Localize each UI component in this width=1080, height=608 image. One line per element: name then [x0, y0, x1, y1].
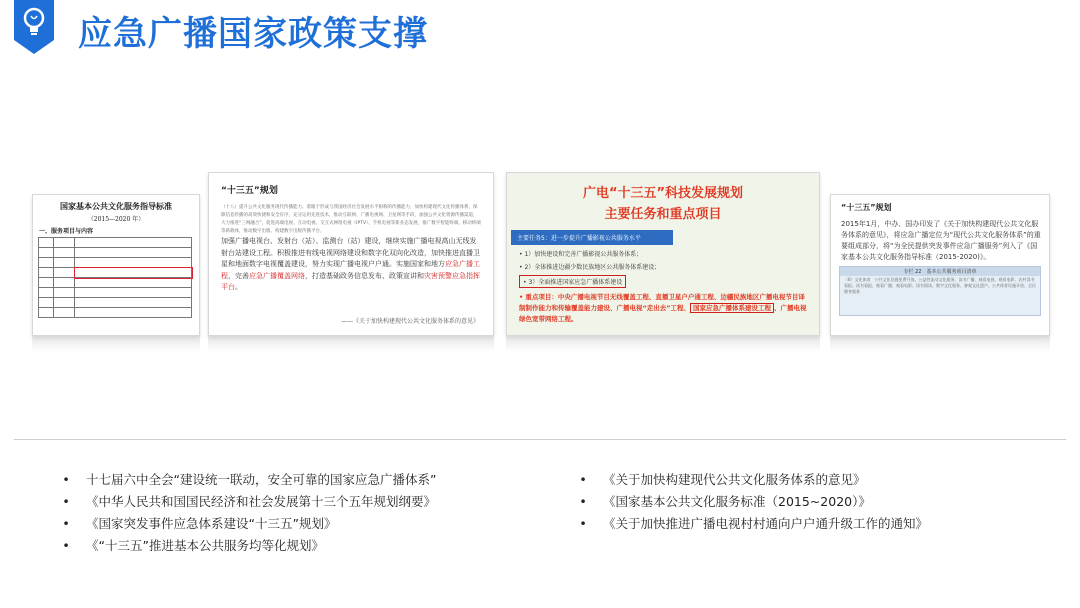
policy-list-left [62, 469, 436, 557]
reflection [506, 336, 820, 352]
doc2-text-1: 加强广播电视台、发射台（站）、监测台（站）建设，继续实施广播电视高山无线发射台站建设工程。积极推进有线电视网络建设和数字化双向化改造，加快推进直播卫星和地面数字电视覆盖建设，努力实现广播电视户户通。实施国家和地方 [221, 237, 480, 268]
doc4-table-title: 专栏 22 基本公共服务项目清单 [840, 267, 1040, 276]
doc2-highlight-3: 灾害预警应急指挥平台 [221, 271, 480, 291]
section-divider [14, 439, 1066, 440]
list-item-text: 《国家突发事件应急体系建设“十三五”规划》 [86, 516, 337, 531]
list-item [62, 491, 436, 513]
doc3-key-projects [519, 292, 811, 325]
list-item [62, 469, 436, 491]
list-item-text: 《“十三五”推进基本公共服务均等化规划》 [86, 538, 324, 553]
doc3-key-text-1: 中央广播电视节目无线覆盖工程、直播卫星户户通工程、边疆民族地区广播电视节目译制制作能力和传输覆盖能力建设、广播电视“走出去”工程、 [519, 293, 805, 312]
bullet-icon: • [579, 472, 587, 487]
list-item-text: 《关于加快推进广播电视村村通向户户通升级工作的通知》 [603, 516, 929, 531]
doc3-title-line2: 主要任务和重点项目 [604, 207, 722, 222]
doc2-source: ——《关于加快构建现代公共文化服务体系的意见》 [340, 318, 479, 325]
doc2-highlight-2: 应急广播覆盖网络 [249, 271, 305, 280]
doc4-table-text: （6）文化体育 公共文化设施免费开放、公益性流动文化服务、读书广播、观看电视、观看电影、农村读书看报、读书看报、观看广播、观看电影、读书阅读、数字文化服务、参观文化遗产、公共体育设施开放、全民健身服务 [844, 277, 1036, 294]
list-item [62, 513, 436, 535]
doc2-highlight-1: 应急广播工程 [221, 260, 480, 280]
doc4-table [839, 266, 1041, 316]
doc3-title-line1: 广电“十三五”科技发展规划 [582, 186, 744, 201]
doc1-subtitle: （2015—2020 年） [87, 216, 145, 223]
bullet-icon: • [62, 494, 70, 509]
bullet-icon: • [62, 538, 70, 553]
list-item [579, 513, 928, 535]
doc1-title: 国家基本公共文化服务指导标准 [60, 201, 172, 211]
list-item [62, 535, 436, 557]
document-thumbnails [0, 160, 1080, 360]
doc-thumbnail-13th-plan[interactable] [208, 172, 494, 336]
lightbulb-icon [14, 0, 54, 54]
doc3-key-boxed: 国家应急广播体系建设工程 [690, 303, 774, 313]
reflection [830, 336, 1050, 352]
list-item [579, 469, 928, 491]
doc4-body: 2015年1月，中办、国办印发了《关于加快构建现代公共文化服务体系的意见》，将应急广播定位为“现代公共文化服务体系”的重要组成部分，将“为全民提供突发事件应急广播服务”列入了《国家基本公共文化服务指导标准（2015-2020)》。 [841, 220, 1041, 261]
page-title: 应急广播国家政策支撑 [78, 14, 428, 54]
policy-list-right [579, 469, 928, 535]
list-item-text: 《中华人民共和国国民经济和社会发展第十三个五年规划纲要》 [86, 494, 437, 509]
doc3-key-text-2: 、广播电视绿色宽带网络工程。 [519, 304, 807, 323]
doc3-item-3: • 3）全面推进国家应急广播体系建设 [519, 275, 626, 288]
bullet-icon: • [62, 472, 70, 487]
doc2-heading: “十三五”规划 [221, 186, 278, 196]
doc3-item-2: • 2）全体推进边疆少数民族地区公共服务体系建设； [519, 264, 661, 271]
doc2-text-4: 。 [235, 283, 242, 291]
doc2-text-2: ，完善 [228, 271, 249, 280]
doc-thumbnail-13th-plan-2[interactable] [830, 194, 1050, 336]
doc1-section: 一、服务项目与内容 [39, 228, 94, 235]
doc-thumbnail-cultural-standard[interactable] [32, 194, 200, 336]
list-item-text: 《国家基本公共文化服务标准（2015~2020）》 [603, 494, 871, 509]
bullet-icon: • [579, 516, 587, 531]
list-item-text: 十七届六中全会“建设统一联动，安全可靠的国家应急广播体系” [86, 472, 437, 487]
bullet-icon: • [579, 494, 587, 509]
doc2-body [221, 204, 481, 294]
doc1-table [38, 237, 192, 318]
list-item-text: 《关于加快构建现代公共文化服务体系的意见》 [603, 472, 866, 487]
reflection [32, 336, 200, 352]
reflection [208, 336, 494, 352]
doc3-key-prefix: • 重点项目： [519, 293, 558, 301]
doc4-heading: “十三五”规划 [841, 203, 892, 212]
doc3-item-1: • 1）加快建设和完善广播影视公共服务体系； [519, 251, 643, 258]
doc3-task-bar: 主要任务5：进一步提升广播影视公共服务水平 [511, 230, 673, 245]
bullet-icon: • [62, 516, 70, 531]
doc-thumbnail-tech-plan[interactable] [506, 172, 820, 336]
doc2-small-paragraph: （十八）提升公共文化服务现代传播能力。着眼于形成与我国经济社会发展水平相称的传播能力，加快构建现代文化传播体系，保障信息传播的高效快捷和安全有序，充分运用先进技术，推动互联网、广播电视网、卫星网等手段，加强公共文化资源传播渠道，大力推进“三网融合”，促进高端电视、互动电视、交互式网络电视（IPTV）、手机电视等新业态发展，推广数字智能终端、移动终端等新载体，推动数字出版、构建数字出版传播平台。 [221, 205, 481, 234]
doc2-text-3: ，打造基础政务信息发布、政策宣讲和 [305, 271, 424, 280]
list-item [579, 491, 928, 513]
